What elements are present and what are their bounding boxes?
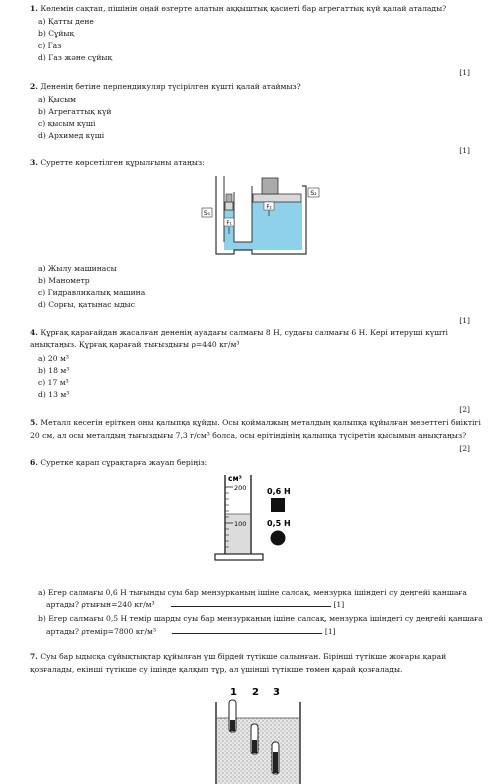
question-7-number: 7. <box>30 652 38 661</box>
small-piston <box>225 202 233 210</box>
tube-number-1: 1 <box>230 687 237 698</box>
q6a-mark: [1] <box>333 600 345 609</box>
q4-option-a: а) 20 м³ <box>38 354 69 363</box>
tube-number-2: 2 <box>252 687 259 698</box>
ball-weight-label: 0,5 Н <box>267 519 291 528</box>
q3-option-b: b) Манометр <box>38 276 90 285</box>
q2-option-d: d) Архимед күші <box>38 131 105 140</box>
q3-mark: [1] <box>459 316 470 325</box>
question-6 <box>30 458 207 468</box>
q2-mark: [1] <box>459 146 470 155</box>
f2-label: F₂ <box>266 204 272 211</box>
large-piston-weight <box>262 178 278 194</box>
question-3 <box>30 158 205 168</box>
tubes-in-water-figure <box>210 684 310 784</box>
question-2-number: 2. <box>30 82 38 91</box>
question-3-number: 3. <box>30 158 38 167</box>
question-7 <box>30 652 446 662</box>
question-7-line-1: Суы бар ыдысқа сұйықтықтар құйылған үш бірдей түтікше салынған. Бірінші түтікше жоғары қарай <box>40 652 447 661</box>
question-6-number: 6. <box>30 458 38 467</box>
f1-label: F₁ <box>226 220 232 227</box>
q1-option-b: b) Сұйық <box>38 29 75 38</box>
question-5 <box>30 418 481 428</box>
small-piston-weight <box>226 194 232 202</box>
q2-option-b: b) Агрегаттық күй <box>38 107 112 116</box>
q6a-answer-line[interactable] <box>171 606 331 607</box>
question-4-line-1: Құрғақ қарағайдан жасалған дененің ауадағы салмағы 8 Н, судағы салмағы 6 Н. Кері итеруші күшті <box>40 328 448 337</box>
cylinder-base <box>215 554 263 560</box>
question-4-number: 4. <box>30 328 38 337</box>
q3-option-c: c) Гидравликалық машина <box>38 288 146 297</box>
measuring-cylinder-figure <box>213 472 323 568</box>
q2-option-c: c) қысым күші <box>38 119 96 128</box>
tube-2-liquid <box>252 740 257 753</box>
q6b-line-2 <box>46 627 336 637</box>
question-5-line-2: 20 см, ал осы металдың тығыздығы 7,3 г/см³ болса, осы ерітіндінің қалыпқа түсіретін қысымын анықтаңыз? <box>30 431 467 440</box>
q6b-question: артады? ρтемір=7800 кг/м³ <box>46 627 157 636</box>
large-piston <box>253 194 301 202</box>
hydraulic-press-figure <box>198 172 323 260</box>
q4-option-b: b) 18 м³ <box>38 366 70 375</box>
question-5-number: 5. <box>30 418 38 427</box>
connecting-pipe-water <box>234 242 252 250</box>
q4-option-d: d) 13 м³ <box>38 390 70 399</box>
q6b-answer-line[interactable] <box>172 633 322 634</box>
question-3-text: Суретте көрсетілген құрылғыны атаңыз: <box>40 158 205 167</box>
tick-label-200: 200 <box>234 484 247 492</box>
large-cylinder-water <box>252 202 302 250</box>
cork-cube <box>271 498 285 512</box>
q6b-mark: [1] <box>324 627 336 636</box>
q1-mark: [1] <box>459 68 470 77</box>
s2-label: S₂ <box>310 190 317 197</box>
cube-weight-label: 0,6 Н <box>267 487 291 496</box>
question-1 <box>30 4 446 14</box>
q6a-question: артады? ρтығын=240 кг/м³ <box>46 600 155 609</box>
q3-option-a: а) Жылу машинасы <box>38 264 117 273</box>
q6a-line-1: a) Егер салмағы 0,6 Н тығынды суы бар мензурканың ішіне салсақ, мензурка ішіндегі су деңгейі қаншаға <box>38 588 467 597</box>
question-4-line-2: анықтаңыз. Құрғақ қарағай тығыздығы ρ=440 кг/м³ <box>30 340 240 349</box>
q5-mark: [2] <box>459 444 470 453</box>
q1-option-c: c) Газ <box>38 41 62 50</box>
question-7-line-2: қозғалады, екінші түтікше су ішінде қалқып тұр, ал үшінші түтікше төмен қарай қозғалады. <box>30 665 403 674</box>
iron-ball <box>271 531 286 546</box>
question-1-text: Көлемін сақтап, пішінін оңай өзгерте алатын аққыштық қасиеті бар агрегаттық күй қалай аталады? <box>40 4 447 13</box>
question-6-text: Суретке қарап сұрақтарға жауап беріңіз: <box>40 458 208 467</box>
q4-option-c: c) 17 м³ <box>38 378 69 387</box>
q2-option-a: а) Қысым <box>38 95 77 104</box>
question-2 <box>30 82 301 92</box>
question-4 <box>30 328 448 338</box>
question-2-text: Дененің бетіне перпендикуляр түсірілген күшті қалай атаймыз? <box>40 82 301 91</box>
cylinder-unit-label: см³ <box>228 474 242 483</box>
q1-option-a: а) Қатты дене <box>38 17 94 26</box>
question-5-line-1: Металл кесегін еріткен оны қалыпқа құйды. Осы қоймалжың металдың қалыпқа құйылған мезеттегі биіктігі <box>40 418 481 427</box>
tube-number-3: 3 <box>273 687 280 698</box>
tick-label-100: 100 <box>234 520 247 528</box>
tube-1-liquid <box>230 720 235 731</box>
q1-option-d: d) Газ және сұйық <box>38 53 113 62</box>
q6b-line-1: b) Егер салмағы 0,5 Н темір шарды суы бар мензурканың ішіне салсақ, мензурка ішіндегі су деңгейі қаншаға <box>38 614 483 623</box>
q3-option-d: d) Сорғы, қатынас ыдыс <box>38 300 135 309</box>
q6a-line-2 <box>46 600 344 610</box>
q4-mark: [2] <box>459 405 470 414</box>
tube-3-liquid <box>273 752 278 773</box>
question-1-number: 1. <box>30 4 38 13</box>
s1-label: S₁ <box>203 210 211 217</box>
